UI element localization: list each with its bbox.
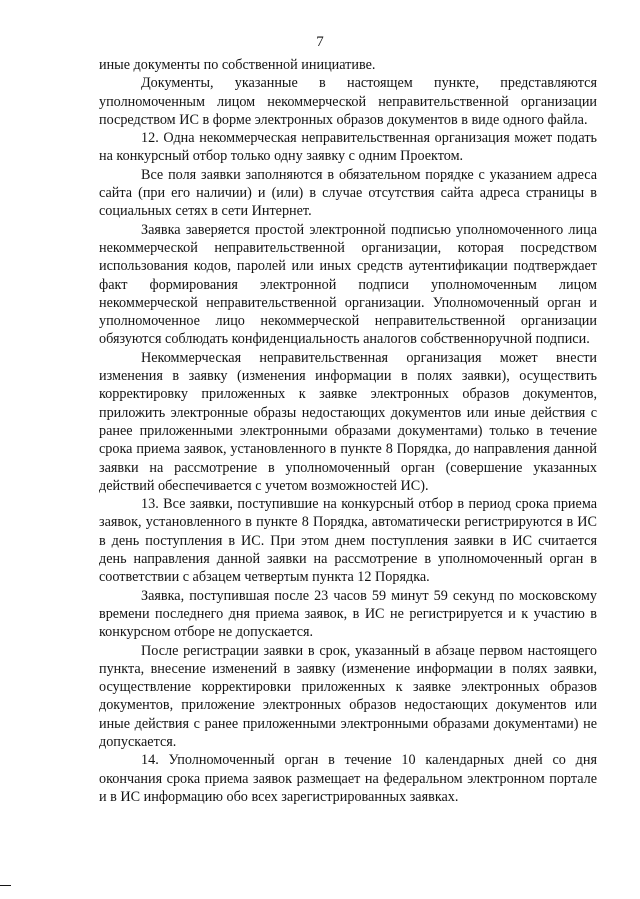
scan-edge-mark: [0, 885, 11, 886]
paragraph-clause-13: 13. Все заявки, поступившие на конкурсный отбор в период срока приема заявок, установленного в пункте 8 Порядка, автоматически регистрируются в ИС в день поступления в ИС. При этом днем поступления заявки в ИС считается день направления данной заявки на рассмотрение в уполномоченный орган в соответствии с абзацем четвертым пункта 12 Порядка.: [99, 496, 597, 586]
paragraph: После регистрации заявки в срок, указанный в абзаце первом настоящего пункта, внесение изменений в заявку (изменение информации в полях заявки, осуществление корректировки приложенных к заявке электронных образов документов, приложение электронных образов недостающих документов или иные действия с ранее приложенными электронными образами документами) не допускается.: [99, 642, 597, 750]
paragraph: Документы, указанные в настоящем пункте, представляются уполномоченным лицом некоммерческой неправительственной организации посредством ИС в форме электронных образов документов в виде одного файла.: [99, 75, 597, 128]
paragraph: Заявка, поступившая после 23 часов 59 минут 59 секунд по московскому времени последнего дня приема заявок, в ИС не регистрируется и к участию в конкурсном отборе не допускается.: [99, 587, 597, 641]
paragraph: Некоммерческая неправительственная организация может внести изменения в заявку (изменения информации в полях заявки), осуществить корректировку приложенных к заявке электронных образов документов, приложить электронные образы недостающих документов или иные действия с ранее приложенными электронными образами документами) только в течение срока приема заявок, установленного в пункте 8 Порядка, до направления данной заявки на рассмотрение в уполномоченный орган (совершение указанных действий обеспечивается с учетом возможностей ИС).: [99, 349, 597, 494]
paragraph: Заявка заверяется простой электронной подписью уполномоченного лица некоммерческой неправительственной организации, которая посредством использования кодов, паролей или иных средств аутентификации подтверждает факт формирования электронной подписи уполномоченным лицом некоммерческой неправительственной организации. Уполномоченный орган и уполномоченное лицо некоммерческой неправительственной организации обязуются соблюдать конфиденциальность аналогов собственноручной подписи.: [99, 221, 597, 348]
paragraph-clause-14: 14. Уполномоченный орган в течение 10 календарных дней со дня окончания срока приема заявок размещает на федеральном электронном портале и в ИС информацию обо всех зарегистрированных заявках.: [99, 752, 597, 805]
page-number: 7: [316, 34, 324, 50]
paragraph-continuation: иные документы по собственной инициативе.: [99, 57, 376, 73]
paragraph: Все поля заявки заполняются в обязательном порядке с указанием адреса сайта (при его наличии) и (или) в случае отсутствия сайта адреса страницы в социальных сетях в сети Интернет.: [99, 166, 597, 220]
paragraph-clause-12: 12. Одна некоммерческая неправительственная организация может подать на конкурсный отбор только одну заявку с одним Проектом.: [99, 130, 597, 165]
document-body: [99, 56, 597, 806]
